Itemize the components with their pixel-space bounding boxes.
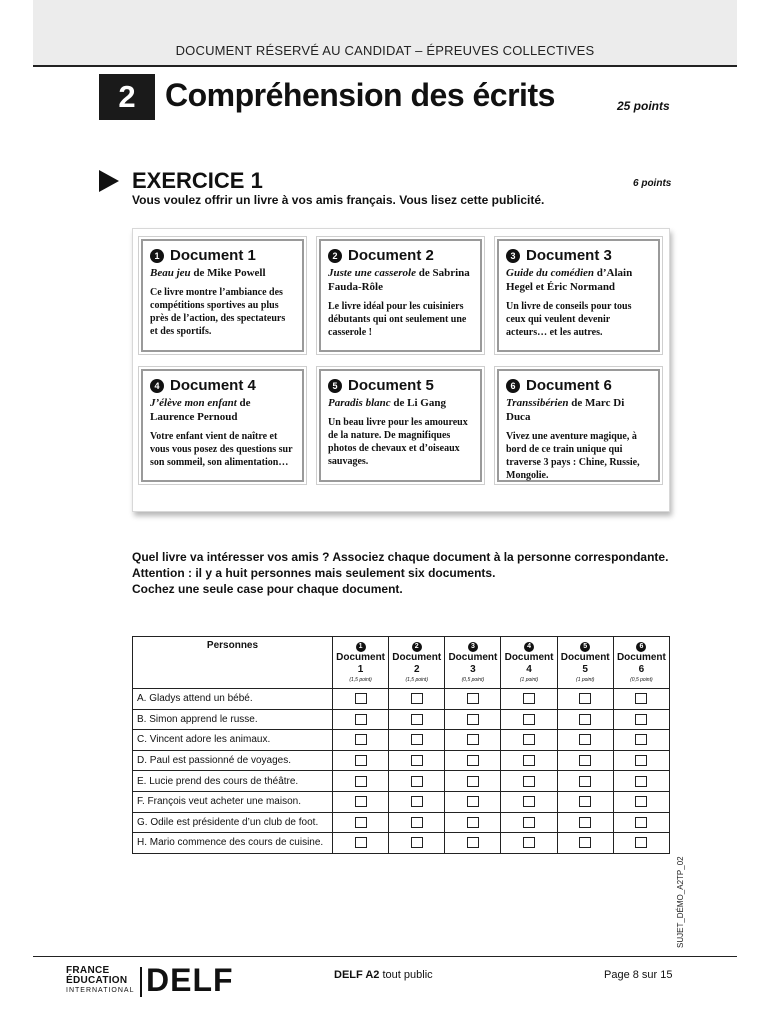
- document-description: Un livre de conseils pour tous ceux qui veulent devenir acteurs… et les autres.: [506, 301, 632, 338]
- header-banner-text: DOCUMENT RÉSERVÉ AU CANDIDAT – ÉPREUVES COLLECTIVES: [175, 43, 595, 58]
- answer-checkbox[interactable]: [467, 693, 479, 704]
- answer-checkbox[interactable]: [523, 837, 535, 848]
- book-author: de Mike Powell: [190, 267, 266, 279]
- question-text: [132, 549, 668, 597]
- answer-checkbox[interactable]: [411, 714, 423, 725]
- france-education-logo: [66, 966, 135, 996]
- number-badge-icon: 1: [150, 249, 164, 263]
- answer-checkbox[interactable]: [523, 734, 535, 745]
- document-card-1: [141, 239, 304, 352]
- answer-checkbox[interactable]: [523, 817, 535, 828]
- answer-checkbox[interactable]: [355, 817, 367, 828]
- person-cell: E. Lucie prend des cours de théâtre.: [133, 771, 333, 792]
- table-row: [133, 833, 670, 854]
- column-points: (1 point): [576, 677, 595, 683]
- section-points: 25 points: [617, 99, 670, 113]
- document-title: Document 5: [348, 377, 434, 394]
- answer-checkbox[interactable]: [411, 755, 423, 766]
- document-title: Document 6: [526, 377, 612, 394]
- table-header-row: [133, 637, 670, 689]
- play-arrow-icon: [99, 170, 119, 192]
- answer-checkbox[interactable]: [635, 776, 647, 787]
- answer-checkbox[interactable]: [355, 734, 367, 745]
- document-title: Document 3: [526, 247, 612, 264]
- book-title: Beau jeu: [150, 267, 191, 279]
- answer-checkbox[interactable]: [635, 796, 647, 807]
- column-points: (0,5 point): [630, 677, 653, 683]
- number-badge-icon: 2: [412, 642, 422, 652]
- column-label: Document: [448, 652, 498, 663]
- column-header-personnes: Personnes: [133, 637, 333, 689]
- header-banner: [33, 0, 737, 67]
- column-header-document-2: [389, 637, 445, 689]
- answer-checkbox[interactable]: [355, 755, 367, 766]
- number-badge-icon: 2: [328, 249, 342, 263]
- column-points: (1,5 point): [405, 677, 428, 683]
- exercise-points: 6 points: [633, 178, 672, 189]
- answer-checkbox[interactable]: [579, 796, 591, 807]
- answer-checkbox[interactable]: [355, 693, 367, 704]
- column-number: 2: [413, 664, 420, 675]
- answer-checkbox[interactable]: [467, 755, 479, 766]
- person-cell: C. Vincent adore les animaux.: [133, 730, 333, 751]
- document-code: SUJET_DÉMO_A2TP_02: [676, 856, 685, 948]
- question-line: Quel livre va intéresser vos amis ? Associez chaque document à la personne correspondante.: [132, 550, 669, 564]
- document-card-4: [141, 369, 304, 482]
- document-description: Un beau livre pour les amoureux de la nature. De magnifiques photos de chevaux et d’oiseaux sauvages.: [328, 417, 468, 467]
- column-number: 4: [526, 664, 532, 675]
- document-title: Document 2: [348, 247, 434, 264]
- person-cell: H. Mario commence des cours de cuisine.: [133, 833, 333, 854]
- footer-divider: [33, 956, 737, 957]
- question-line: Attention : il y a huit personnes mais seulement six documents.: [132, 566, 496, 580]
- answer-checkbox[interactable]: [635, 817, 647, 828]
- document-description: Votre enfant vient de naître et vous vous posez des questions sur son sommeil, son alimentation…: [150, 431, 293, 468]
- table-row: [133, 750, 670, 771]
- answer-checkbox[interactable]: [523, 693, 535, 704]
- answer-checkbox[interactable]: [523, 776, 535, 787]
- person-cell: G. Odile est présidente d’un club de foot.: [133, 812, 333, 833]
- column-label: Document: [392, 652, 442, 663]
- answer-checkbox[interactable]: [523, 796, 535, 807]
- person-cell: F. François veut acheter une maison.: [133, 791, 333, 812]
- answer-checkbox[interactable]: [579, 837, 591, 848]
- book-author: d’Alain Hegel et Éric Normand: [506, 267, 633, 293]
- book-title: Juste une casserole: [328, 267, 416, 279]
- column-points: (1,5 point): [349, 677, 372, 683]
- column-label: Document: [336, 652, 386, 663]
- answer-checkbox[interactable]: [635, 734, 647, 745]
- answer-checkbox[interactable]: [579, 714, 591, 725]
- answer-checkbox[interactable]: [579, 693, 591, 704]
- book-title: Paradis blanc: [328, 397, 391, 409]
- document-card-5: [319, 369, 482, 482]
- exercise-title: EXERCICE 1: [132, 168, 263, 193]
- book-title: J’élève mon enfant: [150, 397, 237, 409]
- answer-checkbox[interactable]: [635, 693, 647, 704]
- document-title: Document 4: [170, 377, 256, 394]
- answer-checkbox[interactable]: [635, 755, 647, 766]
- column-number: 5: [582, 664, 588, 675]
- delf-logo: DELF: [146, 962, 234, 998]
- answer-checkbox[interactable]: [411, 776, 423, 787]
- document-title: Document 1: [170, 247, 256, 264]
- answer-checkbox[interactable]: [411, 796, 423, 807]
- answer-checkbox[interactable]: [411, 734, 423, 745]
- column-header-document-6: [613, 637, 669, 689]
- number-badge-icon: 6: [506, 379, 520, 393]
- book-author: de Laurence Pernoud: [150, 397, 251, 423]
- book-author: de Sabrina Fauda-Rôle: [328, 267, 470, 293]
- document-description: Le livre idéal pour les cuisiniers débutants qui ont seulement une casserole !: [328, 301, 467, 338]
- advertisement-panel: [132, 228, 670, 512]
- number-badge-icon: 5: [328, 379, 342, 393]
- logo-line: FRANCE: [66, 965, 110, 976]
- column-header-document-3: [445, 637, 501, 689]
- answer-checkbox[interactable]: [579, 776, 591, 787]
- table-row: [133, 791, 670, 812]
- answer-checkbox[interactable]: [635, 837, 647, 848]
- column-header-document-5: [557, 637, 613, 689]
- footer-exam-name: [334, 969, 433, 981]
- table-row: [133, 730, 670, 751]
- answer-checkbox[interactable]: [411, 837, 423, 848]
- table-row: [133, 689, 670, 710]
- table-row: [133, 771, 670, 792]
- person-cell: A. Gladys attend un bébé.: [133, 689, 333, 710]
- person-cell: D. Paul est passionné de voyages.: [133, 750, 333, 771]
- column-header-document-1: [333, 637, 389, 689]
- answer-checkbox[interactable]: [411, 817, 423, 828]
- exercise-intro: Vous voulez offrir un livre à vos amis français. Vous lisez cette publicité.: [132, 193, 545, 207]
- column-points: (0,5 point): [461, 677, 485, 683]
- answer-checkbox[interactable]: [467, 734, 479, 745]
- number-badge-icon: 5: [580, 642, 590, 652]
- column-points: (1 point): [519, 677, 539, 683]
- answer-checkbox[interactable]: [467, 817, 479, 828]
- book-author: de Li Gang: [390, 397, 446, 409]
- column-number: 6: [638, 664, 645, 675]
- column-label: Document: [560, 652, 610, 663]
- number-badge-icon: 3: [506, 249, 520, 263]
- number-badge-icon: 4: [150, 379, 164, 393]
- document-description: Vivez une aventure magique, à bord de ce train unique qui traverse 3 pays : Chine, Russie, Mongolie.: [506, 431, 640, 481]
- answer-checkbox[interactable]: [635, 714, 647, 725]
- answer-checkbox[interactable]: [355, 796, 367, 807]
- answer-checkbox[interactable]: [579, 817, 591, 828]
- number-badge-icon: 6: [636, 642, 646, 652]
- book-title: Transsibérien: [506, 397, 569, 409]
- column-number: 1: [357, 664, 364, 675]
- person-cell: B. Simon apprend le russe.: [133, 709, 333, 730]
- book-author: de Marc Di Duca: [506, 397, 625, 423]
- logo-separator: [140, 967, 142, 997]
- document-card-2: [319, 239, 482, 352]
- answer-checkbox[interactable]: [523, 714, 535, 725]
- answer-checkbox[interactable]: [411, 693, 423, 704]
- answer-checkbox[interactable]: [523, 755, 535, 766]
- answer-checkbox[interactable]: [579, 734, 591, 745]
- number-badge-icon: 3: [468, 642, 478, 652]
- column-header-document-4: [501, 637, 557, 689]
- answer-checkbox[interactable]: [355, 714, 367, 725]
- document-description: Ce livre montre l’ambiance des compétitions sportives au plus près de l’action, des spectateurs et des sportifs.: [150, 287, 286, 337]
- logo-line: ÉDUCATION: [66, 975, 128, 986]
- column-label: Document: [504, 652, 554, 663]
- number-badge-icon: 1: [356, 642, 366, 652]
- document-card-6: [497, 369, 660, 482]
- column-number: 3: [470, 664, 476, 675]
- question-line: Cochez une seule case pour chaque document.: [132, 582, 403, 596]
- answer-checkbox[interactable]: [579, 755, 591, 766]
- answer-table: [132, 636, 670, 854]
- exam-level: DELF A2: [334, 969, 380, 981]
- exam-audience: tout public: [379, 969, 433, 981]
- answer-checkbox[interactable]: [467, 776, 479, 787]
- logo-line: INTERNATIONAL: [66, 987, 135, 994]
- table-row: [133, 709, 670, 730]
- book-title: Guide du comédien: [506, 267, 594, 279]
- answer-checkbox[interactable]: [467, 714, 479, 725]
- answer-checkbox[interactable]: [355, 837, 367, 848]
- table-row: [133, 812, 670, 833]
- page-number: Page 8 sur 15: [604, 969, 673, 981]
- answer-checkbox[interactable]: [467, 796, 479, 807]
- section-number: 2: [99, 74, 155, 120]
- document-card-3: [497, 239, 660, 352]
- number-badge-icon: 4: [524, 642, 534, 652]
- answer-checkbox[interactable]: [467, 837, 479, 848]
- column-label: Document: [616, 652, 666, 663]
- section-title: Compréhension des écrits: [165, 77, 555, 113]
- answer-checkbox[interactable]: [355, 776, 367, 787]
